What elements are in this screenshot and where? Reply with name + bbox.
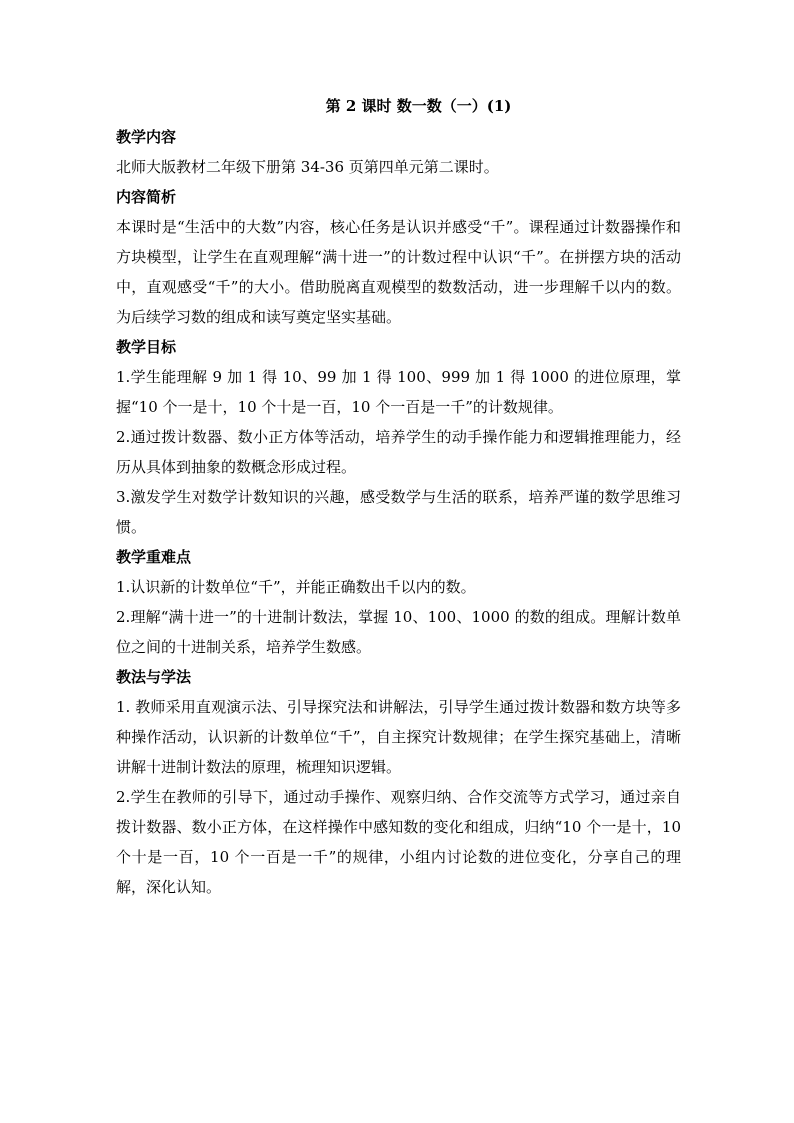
paragraph: 2.学生在教师的引导下，通过动手操作、观察归纳、合作交流等方式学习，通过亲自拨计数器、数小正方体，在这样操作中感知数的变化和组成，归纳“10 个一是十，10 个十是一百，10 个一百是一千”的规律，小组内讨论数的进位变化，分享自己的理解，深化认知。 xyxy=(116,788,681,896)
section-teaching-content xyxy=(116,122,681,182)
paragraph: 1.学生能理解 9 加 1 得 10、99 加 1 得 100、999 加 1 得 1000 的进位原理，掌握“10 个一是十，10 个十是一百，10 个一百是一千”的计数规律。 xyxy=(116,368,681,416)
section-heading: 教学目标 xyxy=(116,338,177,356)
paragraph: 2.通过拨计数器、数小正方体等活动，培养学生的动手操作能力和逻辑推理能力，经历从具体到抽象的数概念形成过程。 xyxy=(116,428,681,476)
section-heading: 教学内容 xyxy=(116,128,177,146)
document-title: 第 2 课时 数一数（一）(1) xyxy=(325,97,512,115)
document-page xyxy=(116,92,681,902)
section-teaching-goals xyxy=(116,332,681,542)
paragraph: 2.理解“满十进一”的十进制计数法，掌握 10、100、1000 的数的组成。理解计数单位之间的十进制关系，培养学生数感。 xyxy=(116,608,681,656)
paragraph: 北师大版教材二年级下册第 34-36 页第四单元第二课时。 xyxy=(116,158,499,176)
section-heading: 教法与学法 xyxy=(116,668,192,686)
section-heading: 内容简析 xyxy=(116,188,177,206)
section-methods xyxy=(116,662,681,902)
paragraph: 1.认识新的计数单位“千”，并能正确数出千以内的数。 xyxy=(116,578,476,596)
paragraph: 本课时是“生活中的大数”内容，核心任务是认识并感受“千”。课程通过计数器操作和方块模型，让学生在直观理解“满十进一”的计数过程中认识“千”。在拼摆方块的活动中，直观感受“千”的大小。借助脱离直观模型的数数活动，进一步理解千以内的数。为后续学习数的组成和读写奠定坚实基础。 xyxy=(116,218,681,326)
paragraph: 1. 教师采用直观演示法、引导探究法和讲解法，引导学生通过拨计数器和数方块等多种操作活动，认识新的计数单位“千”，自主探究计数规律；在学生探究基础上，清晰讲解十进制计数法的原理，梳理知识逻辑。 xyxy=(116,698,681,776)
section-heading: 教学重难点 xyxy=(116,548,192,566)
paragraph: 3.激发学生对数学计数知识的兴趣，感受数学与生活的联系，培养严谨的数学思维习惯。 xyxy=(116,488,681,536)
section-content-analysis xyxy=(116,182,681,332)
section-key-points xyxy=(116,542,681,662)
